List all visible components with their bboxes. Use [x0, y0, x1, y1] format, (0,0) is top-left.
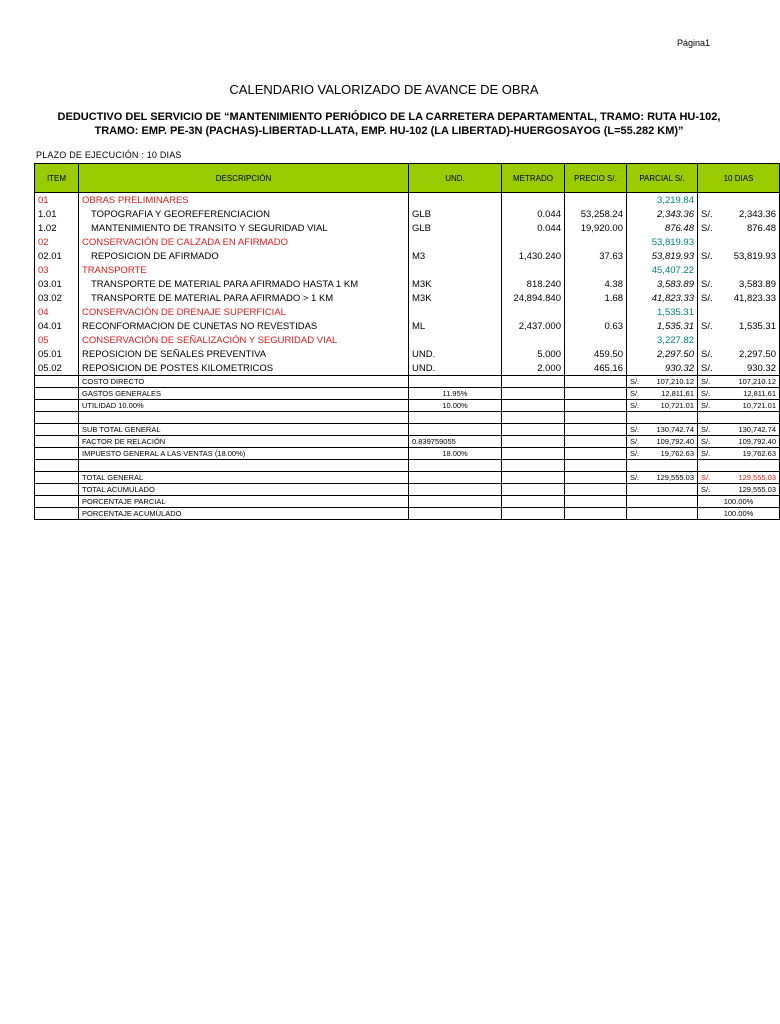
cell-precio: 19,920.00 [565, 221, 627, 235]
cell-und: UND. [409, 347, 502, 361]
header-precio: PRECIO S/. [565, 164, 627, 193]
table-row [35, 347, 780, 361]
header-item: ITEM [35, 164, 79, 193]
cell-precio: 1.68 [565, 291, 627, 305]
document-title: CALENDARIO VALORIZADO DE AVANCE DE OBRA [229, 82, 539, 97]
cell-und: GLB [409, 207, 502, 221]
cell-desc: TRANSPORTE [79, 263, 409, 277]
summary-label: COSTO DIRECTO [79, 376, 409, 388]
summary-dias: S/. 130,742.74 [698, 424, 780, 436]
cell-metrado: 818.240 [502, 277, 565, 291]
summary-dias: S/. 107,210.12 [698, 376, 780, 388]
summary-row-sub-total [35, 424, 780, 436]
summary-parcial: S/. 109,792.40 [627, 436, 698, 448]
cell-item: 03.01 [35, 277, 79, 291]
cell-item: 05.01 [35, 347, 79, 361]
table-row [35, 221, 780, 235]
cell-dias: S/. 53,819.93 [698, 249, 780, 263]
page-number-label: Página1 [676, 38, 710, 48]
table-row [35, 249, 780, 263]
table-header-row [35, 164, 780, 193]
table-row [35, 207, 780, 221]
cell-precio: 459.50 [565, 347, 627, 361]
cell-desc: REPOSICION DE AFIRMADO [79, 249, 409, 263]
cell-parcial: 876.48 [627, 221, 698, 235]
table-row [35, 305, 780, 319]
header-descripcion: DESCRIPCIÓN [79, 164, 409, 193]
subtitle-line-1: DEDUCTIVO DEL SERVICIO DE “MANTENIMIENTO PERIÓDICO DE LA CARRETERA DEPARTAMENTAL, TRAMO: RUTA HU-102, [57, 111, 721, 123]
summary-row-factor [35, 436, 780, 448]
summary-row-costo-directo [35, 376, 780, 388]
header-metrado: METRADO [502, 164, 565, 193]
summary-row-gastos-generales [35, 388, 780, 400]
cell-item: 01 [35, 193, 79, 208]
cell-metrado: 2,437.000 [502, 319, 565, 333]
cell-item: 02 [35, 235, 79, 249]
subtitle-line-2: TRAMO: EMP. PE-3N (PACHAS)-LIBERTAD-LLATA, EMP. HU-102 (LA LIBERTAD)-HUERGOSAYOG (L=55.282 KM)” [94, 125, 684, 137]
header-und: UND. [409, 164, 502, 193]
summary-dias: S/. 19,762.63 [698, 448, 780, 460]
cell-desc: CONSERVACIÓN DE SEÑALIZACIÓN Y SEGURIDAD VIAL [79, 333, 409, 347]
summary-row-total-general [35, 472, 780, 484]
cell-precio: 465.16 [565, 361, 627, 376]
cell-item: 04 [35, 305, 79, 319]
cell-desc: CONSERVACIÓN DE CALZADA EN AFIRMADO [79, 235, 409, 249]
summary-label: TOTAL GENERAL [79, 472, 409, 484]
cell-parcial: 53,819.93 [627, 235, 698, 249]
cell-metrado: 0.044 [502, 207, 565, 221]
cell-parcial: 3,219.84 [627, 193, 698, 208]
summary-dias: S/. 109,792.40 [698, 436, 780, 448]
cell-desc: RECONFORMACION DE CUNETAS NO REVESTIDAS [79, 319, 409, 333]
cell-desc: MANTENIMIENTO DE TRANSITO Y SEGURIDAD VIAL [79, 221, 409, 235]
table-row [35, 277, 780, 291]
cell-und: M3K [409, 291, 502, 305]
cell-item: 1.01 [35, 207, 79, 221]
summary-parcial: S/. 129,555.03 [627, 472, 698, 484]
cell-dias: S/. 876.48 [698, 221, 780, 235]
cell-precio: 4.38 [565, 277, 627, 291]
cell-und: M3K [409, 277, 502, 291]
execution-period-label: PLAZO DE EJECUCIÓN : 10 DIAS [36, 150, 182, 160]
summary-label: PORCENTAJE ACUMULADO [79, 508, 409, 520]
cell-parcial: 1,535.31 [627, 319, 698, 333]
summary-label: IMPUESTO GENERAL A LAS VENTAS (18.00%) [79, 448, 409, 460]
summary-label: UTILIDAD 10.00% [79, 400, 409, 412]
valuation-table [34, 163, 780, 520]
cell-parcial: 41,823.33 [627, 291, 698, 305]
cell-desc: TRANSPORTE DE MATERIAL PARA AFIRMADO HASTA 1 KM [79, 277, 409, 291]
cell-parcial: 2,297.50 [627, 347, 698, 361]
cell-parcial: 1,535.31 [627, 305, 698, 319]
cell-dias: S/. 930.32 [698, 361, 780, 376]
summary-pct: 18.00% [409, 448, 502, 460]
cell-parcial: 930.32 [627, 361, 698, 376]
summary-row-blank [35, 460, 780, 472]
summary-pct: 10.00% [409, 400, 502, 412]
cell-dias: S/. 3,583.89 [698, 277, 780, 291]
summary-dias: S/. 129,555.03 [698, 484, 780, 496]
cell-parcial: 3,583.89 [627, 277, 698, 291]
cell-metrado: 24,894.840 [502, 291, 565, 305]
summary-label: FACTOR DE RELACIÓN [79, 436, 409, 448]
cell-und: ML [409, 319, 502, 333]
header-parcial: PARCIAL S/. [627, 164, 698, 193]
cell-desc: TRANSPORTE DE MATERIAL PARA AFIRMADO > 1 KM [79, 291, 409, 305]
table-row [35, 193, 780, 208]
document-subtitle [30, 110, 748, 138]
cell-dias: S/. 1,535.31 [698, 319, 780, 333]
summary-label: SUB TOTAL GENERAL [79, 424, 409, 436]
cell-desc: CONSERVACIÓN DE DRENAJE SUPERFICIAL [79, 305, 409, 319]
cell-metrado: 1,430.240 [502, 249, 565, 263]
cell-dias: S/. 2,343.36 [698, 207, 780, 221]
table-row [35, 263, 780, 277]
cell-desc: REPOSICION DE SEÑALES PREVENTIVA [79, 347, 409, 361]
summary-dias: 100.00% [698, 508, 780, 520]
cell-und: M3 [409, 249, 502, 263]
table-row [35, 333, 780, 347]
cell-parcial: 3,227.82 [627, 333, 698, 347]
cell-und: UND. [409, 361, 502, 376]
summary-row-utilidad [35, 400, 780, 412]
cell-item: 05.02 [35, 361, 79, 376]
cell-precio: 53,258.24 [565, 207, 627, 221]
summary-pct: 11.95% [409, 388, 502, 400]
table-row [35, 361, 780, 376]
cell-item: 04.01 [35, 319, 79, 333]
cell-dias: S/. 2,297.50 [698, 347, 780, 361]
summary-parcial: S/. 107,210.12 [627, 376, 698, 388]
cell-item: 03 [35, 263, 79, 277]
summary-row-total-acumulado [35, 484, 780, 496]
table-row [35, 235, 780, 249]
cell-metrado: 5.000 [502, 347, 565, 361]
summary-row-porcentaje-acumulado [35, 508, 780, 520]
summary-row-porcentaje-parcial [35, 496, 780, 508]
cell-desc: OBRAS PRELIMINARES [79, 193, 409, 208]
cell-parcial: 53,819.93 [627, 249, 698, 263]
summary-parcial: S/. 19,762.63 [627, 448, 698, 460]
cell-precio: 37.63 [565, 249, 627, 263]
summary-dias: S/. 12,811.61 [698, 388, 780, 400]
cell-precio: 0.63 [565, 319, 627, 333]
cell-desc: REPOSICION DE POSTES KILOMETRICOS [79, 361, 409, 376]
cell-metrado: 2.000 [502, 361, 565, 376]
summary-row-igv [35, 448, 780, 460]
cell-und: GLB [409, 221, 502, 235]
cell-item: 1.02 [35, 221, 79, 235]
summary-parcial: S/. 130,742.74 [627, 424, 698, 436]
summary-pct: 0.839759055 [409, 436, 502, 448]
cell-dias: S/. 41,823.33 [698, 291, 780, 305]
table-row [35, 291, 780, 305]
summary-parcial: S/. 10,721.01 [627, 400, 698, 412]
summary-parcial: S/. 12,811.61 [627, 388, 698, 400]
cell-desc: TOPOGRAFIA Y GEOREFERENCIACION [79, 207, 409, 221]
cell-metrado: 0.044 [502, 221, 565, 235]
cell-item: 02.01 [35, 249, 79, 263]
summary-dias: 100.00% [698, 496, 780, 508]
summary-row-blank [35, 412, 780, 424]
header-10-dias: 10 DIAS [698, 164, 780, 193]
cell-item: 05 [35, 333, 79, 347]
summary-label: PORCENTAJE PARCIAL [79, 496, 409, 508]
cell-parcial: 45,407.22 [627, 263, 698, 277]
summary-label: GASTOS GENERALES [79, 388, 409, 400]
summary-label: TOTAL ACUMULADO [79, 484, 409, 496]
summary-dias: S/. 10,721.01 [698, 400, 780, 412]
summary-dias: S/. 129,555.03 [698, 472, 780, 484]
table-row [35, 319, 780, 333]
cell-item: 03.02 [35, 291, 79, 305]
cell-parcial: 2,343.36 [627, 207, 698, 221]
